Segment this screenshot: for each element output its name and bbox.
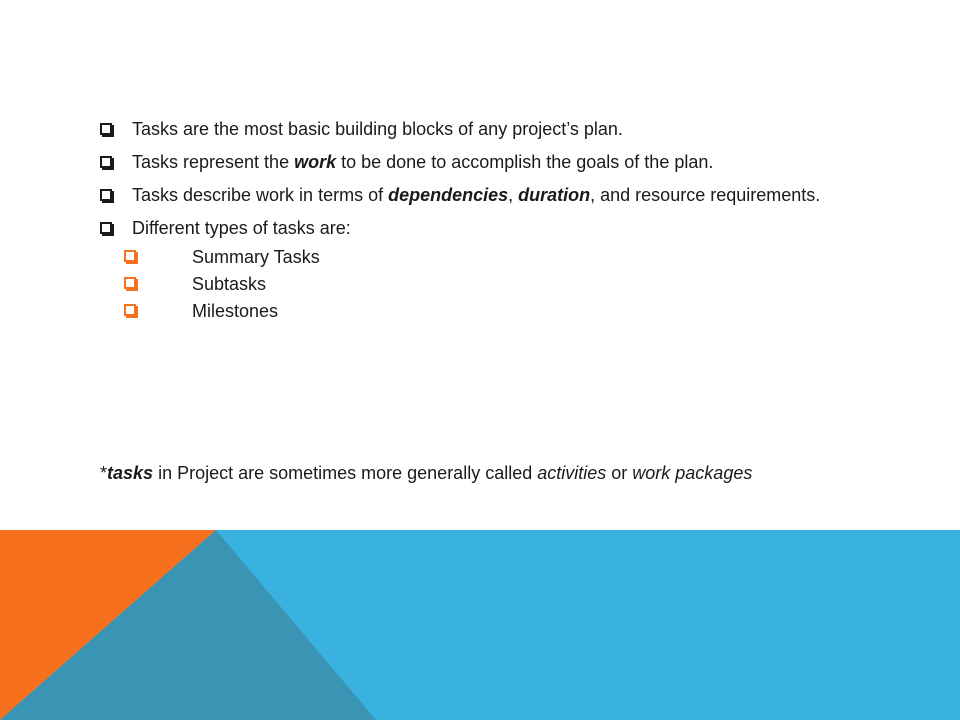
sub-bullet-item	[100, 300, 860, 327]
text-run: in Project are sometimes more generally called	[153, 463, 538, 483]
bullet-item	[100, 184, 860, 206]
text-run: dependencies	[388, 185, 509, 205]
checkbox-bullet-icon	[124, 304, 136, 316]
text-run: duration	[518, 185, 591, 205]
text-run: Different types of tasks are:	[132, 218, 351, 238]
sub-bullet-list	[100, 246, 860, 327]
sub-bullet-text: Subtasks	[192, 274, 267, 294]
sub-bullet-item	[100, 246, 860, 273]
sub-bullet-item	[100, 273, 860, 300]
bullet-item	[100, 151, 860, 173]
text-run: Tasks represent the	[132, 152, 295, 172]
text-run: ,	[508, 185, 519, 205]
bullet-text	[132, 119, 623, 139]
bullet-text	[132, 218, 351, 238]
text-run: to be done to accomplish the goals of the plan.	[336, 152, 714, 172]
sub-bullet-text: Milestones	[192, 301, 279, 321]
checkbox-bullet-icon	[124, 277, 136, 289]
text-run: *	[100, 463, 108, 483]
text-run: , and resource requirements.	[590, 185, 821, 205]
text-run: Tasks are the most basic building blocks of any project’s plan.	[132, 119, 623, 139]
sub-bullet-text: Summary Tasks	[192, 247, 320, 267]
text-run: work	[294, 152, 337, 172]
decorative-background	[0, 530, 960, 720]
checkbox-bullet-icon	[100, 123, 112, 135]
text-run: tasks	[107, 463, 154, 483]
bullet-item	[100, 118, 860, 140]
footnote	[100, 462, 752, 484]
bullet-text	[132, 152, 713, 172]
text-run: or	[606, 463, 633, 483]
bullet-text	[132, 185, 820, 205]
text-run: activities	[537, 463, 607, 483]
checkbox-bullet-icon	[100, 189, 112, 201]
checkbox-bullet-icon	[100, 222, 112, 234]
text-run: work packages	[632, 463, 753, 483]
checkbox-bullet-icon	[124, 250, 136, 262]
bullet-list	[100, 118, 860, 327]
bullet-item	[100, 217, 860, 239]
text-run: Tasks describe work in terms of	[132, 185, 389, 205]
checkbox-bullet-icon	[100, 156, 112, 168]
